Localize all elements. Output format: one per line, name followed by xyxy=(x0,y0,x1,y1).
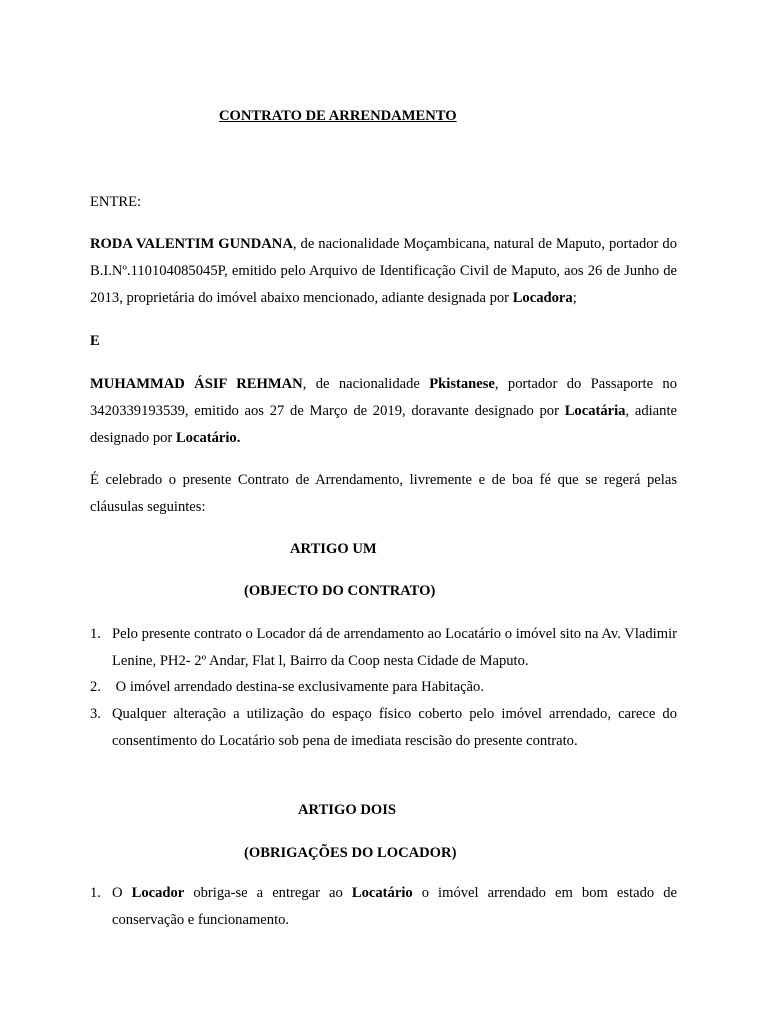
and-label: E xyxy=(90,333,100,349)
article1-heading: ARTIGO UM xyxy=(290,541,377,557)
article2-heading: ARTIGO DOIS xyxy=(298,802,397,818)
party1-role: Locadora xyxy=(512,290,573,306)
article1-subheading: (OBJECTO DO CONTRATO) xyxy=(244,583,436,599)
document-title: CONTRATO DE ARRENDAMENTO xyxy=(219,108,457,124)
article2-item1-text-b: obriga-se a entregar ao xyxy=(184,885,352,901)
article2-subheading: (OBRIGAÇÕES DO LOCADOR) xyxy=(244,845,457,861)
list-item-number: 1. xyxy=(90,626,101,642)
list-item-number: 2. xyxy=(90,679,101,695)
party1-text-a: , de nacionalidade Moçambicana, natural de Maputo, portador do B.I.Nº.110104085045P, emitido pelo Arquivo de Identificação Civil de Maputo, aos 26 de Junho de 2013, proprietária do imóvel abaixo mencionado, adiante designada por xyxy=(90,236,677,306)
article2-item1-bold-a: Locador xyxy=(131,885,185,901)
article2-item1-text-a: O xyxy=(112,885,132,901)
party2-text-a: , de nacionalidade xyxy=(302,376,430,392)
list-item xyxy=(90,621,677,675)
article2-item1-bold-b: Locatário xyxy=(351,885,413,901)
party1-name: RODA VALENTIM GUNDANA xyxy=(90,236,293,252)
party2-name: MUHAMMAD ÁSIF REHMAN xyxy=(90,376,303,392)
article2-item1-text-c: o imóvel arrendado em bom estado de conservação e funcionamento. xyxy=(112,885,677,928)
list-item xyxy=(90,701,677,755)
list-item xyxy=(90,880,677,934)
list-item-text: Pelo presente contrato o Locador dá de arrendamento ao Locatário o imóvel sito na Av. Vladimir Lenine, PH2- 2º Andar, Flat l, Bairro da Coop nesta Cidade de Maputo. xyxy=(112,626,677,669)
list-item-number: 3. xyxy=(90,706,101,722)
intro-paragraph: É celebrado o presente Contrato de Arrendamento, livremente e de boa fé que se regerá pelas cláusulas seguintes: xyxy=(90,472,677,515)
list-item-text: O imóvel arrendado destina-se exclusivamente para Habitação. xyxy=(112,679,484,695)
party2-text-b: , portador do Passaporte no 3420339193539, emitido aos 27 de Março de 2019, doravante designado por xyxy=(90,376,677,419)
party2-nationality: Pkistanese xyxy=(429,376,495,392)
party2-text-c: , adiante designado por xyxy=(90,403,677,446)
between-label: ENTRE: xyxy=(90,194,142,210)
list-item xyxy=(90,674,677,701)
party2-role1: Locatária xyxy=(564,403,626,419)
list-item-text xyxy=(112,880,677,934)
party2-role2: Locatário. xyxy=(175,430,241,446)
list-item-number: 1. xyxy=(90,885,101,901)
list-item-text: Qualquer alteração a utilização do espaço físico coberto pelo imóvel arrendado, carece do consentimento do Locatário sob pena de imediata rescisão do presente contrato. xyxy=(112,706,677,749)
party1-paragraph xyxy=(90,231,677,312)
party1-text-b: ; xyxy=(572,290,577,306)
party2-paragraph xyxy=(90,371,677,452)
